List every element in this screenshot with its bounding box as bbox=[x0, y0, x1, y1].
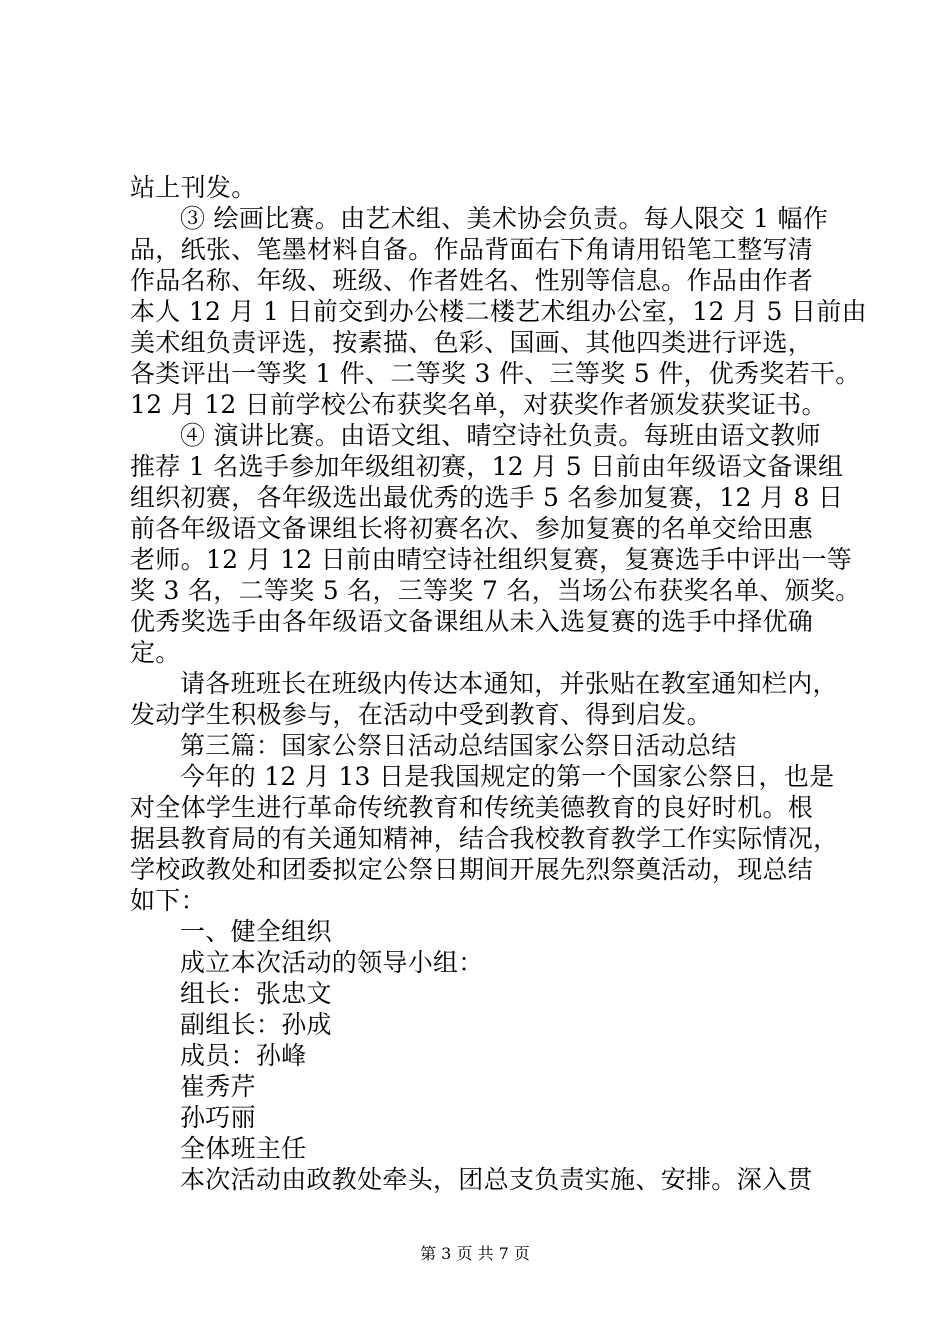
text-line: 奖 3 名，二等奖 5 名，三等奖 7 名，当场公布获奖名单、颁奖。 bbox=[130, 576, 861, 605]
text-line: 孙巧丽 bbox=[180, 1103, 256, 1132]
text-line: 对全体学生进行革命传统教育和传统美德教育的良好时机。根 bbox=[130, 793, 814, 822]
text-line: 美术组负责评选，按素描、色彩、国画、其他四类进行评选， bbox=[130, 328, 814, 357]
text-line: 品，纸张、笔墨材料自备。作品背面右下角请用铅笔工整写清 bbox=[130, 235, 814, 264]
text-line: 第三篇：国家公祭日活动总结国家公祭日活动总结 bbox=[180, 731, 737, 760]
text-line: 崔秀芹 bbox=[180, 1072, 256, 1101]
text-line: 据县教育局的有关通知精神，结合我校教育教学工作实际情况， bbox=[130, 824, 839, 853]
page-number: 第 3 页 共 7 页 bbox=[420, 1244, 530, 1263]
text-line: 各类评出一等奖 1 件、二等奖 3 件、三等奖 5 件，优秀奖若干。 bbox=[130, 359, 861, 388]
text-line: 定。 bbox=[130, 638, 181, 667]
text-line: 成员：孙峰 bbox=[180, 1041, 307, 1070]
text-line: 站上刊发。 bbox=[130, 173, 257, 202]
text-line: 组织初赛，各年级选出最优秀的选手 5 名参加复赛，12 月 8 日 bbox=[130, 483, 844, 512]
text-line: 成立本次活动的领导小组： bbox=[180, 948, 484, 977]
text-line: 副组长：孙成 bbox=[180, 1010, 332, 1039]
text-line: ③ 绘画比赛。由艺术组、美术协会负责。每人限交 1 幅作 bbox=[180, 204, 829, 233]
text-line: 老师。12 月 12 日前由晴空诗社组织复赛，复赛选手中评出一等 bbox=[130, 545, 853, 574]
text-line: 一、健全组织 bbox=[180, 917, 332, 946]
text-line: 请各班班长在班级内传达本通知，并张贴在教室通知栏内， bbox=[180, 669, 838, 698]
text-line: 作品名称、年级、班级、作者姓名、性别等信息。作品由作者 bbox=[130, 266, 814, 295]
page-footer bbox=[0, 1244, 950, 1264]
text-line: 本次活动由政教处牵头，团总支负责实施、安排。深入贯 bbox=[180, 1165, 813, 1194]
text-line: 推荐 1 名选手参加年级组初赛，12 月 5 日前由年级语文备课组 bbox=[130, 452, 844, 481]
text-line: 学校政教处和团委拟定公祭日期间开展先烈祭奠活动，现总结 bbox=[130, 855, 814, 884]
text-line: 前各年级语文备课组长将初赛名次、参加复赛的名单交给田惠 bbox=[130, 514, 814, 543]
text-line: 今年的 12 月 13 日是我国规定的第一个国家公祭日，也是 bbox=[180, 762, 835, 791]
text-line: 全体班主任 bbox=[180, 1134, 307, 1163]
text-line: 优秀奖选手由各年级语文备课组从未入选复赛的选手中择优确 bbox=[130, 607, 814, 636]
text-line: 组长：张忠文 bbox=[180, 979, 332, 1008]
text-line: 12 月 12 日前学校公布获奖名单，对获奖作者颁发获奖证书。 bbox=[130, 390, 827, 419]
text-line: ④ 演讲比赛。由语文组、晴空诗社负责。每班由语文教师 bbox=[180, 421, 821, 450]
document-body bbox=[130, 172, 867, 1195]
text-line: 发动学生积极参与，在活动中受到教育、得到启发。 bbox=[130, 700, 712, 729]
text-line: 本人 12 月 1 日前交到办公楼二楼艺术组办公室，12 月 5 日前由 bbox=[130, 297, 867, 326]
text-line: 如下： bbox=[130, 886, 206, 915]
